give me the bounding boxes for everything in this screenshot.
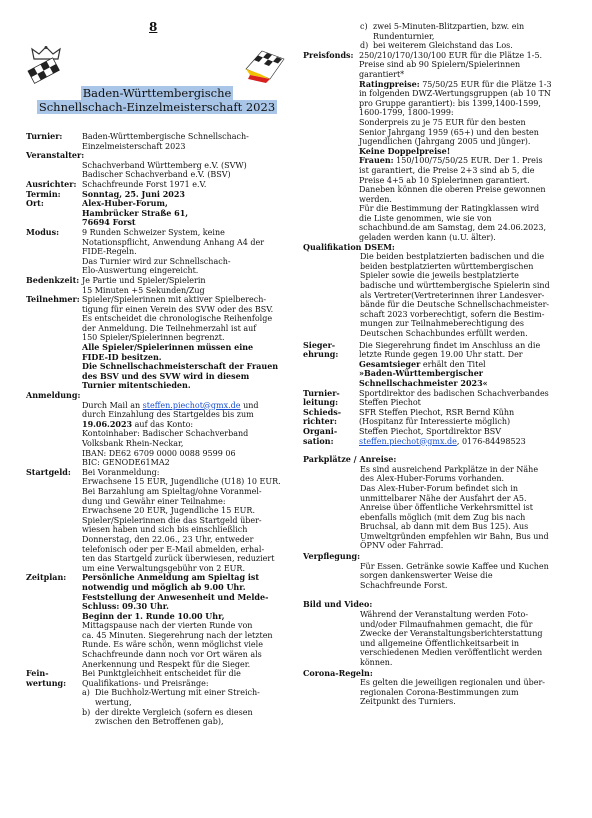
text-line: Während der Veranstaltung werden Foto- [360,610,529,620]
text-line: Deutschen Schachbundes erfüllt werden. [360,329,528,338]
qualifikation-label: Qualifikation DSEM: [303,241,395,252]
text-line: Es gelten die jeweiligen regionalen und über- [360,678,545,688]
text-line: Das Turnier wird zur Schnellschach- [82,256,231,266]
text-line: können. [360,658,393,667]
email-link[interactable]: steffen.piechot@gmx.de [359,436,457,446]
list-item [82,688,288,707]
text-line: Turnier mitentschieden. [82,380,191,391]
text-line [359,80,586,90]
text-line: Die Buchholz-Wertung mit einer Streich- [95,688,260,698]
text-line: mungen zur Teilnahmeberechtigung des [360,319,525,329]
text-line: Preise 4+5 ab 10 Spielerinnen garantiert. [359,175,530,185]
list-marker: c) [360,22,368,31]
label-line: Turnier- [303,387,340,398]
modus-label: Modus: [26,226,60,237]
feinwertung-label [26,669,82,727]
ratingpreise-heading: Ratingpreise: [359,78,420,89]
text-line: Schachverband Württemberg e.V. (SVW) [82,160,247,170]
text-fragment: erhält den Titel [420,359,486,369]
text-line [82,420,288,430]
ausrichter-label: Ausrichter: [26,178,77,189]
list-item [360,41,586,51]
section-modus [26,228,288,276]
text-line: Feststellung der Anwesenheit und Melde- [82,591,269,602]
text-line: BIC: GENODE61MA2 [82,458,170,468]
text-line [82,401,288,411]
text-line: garantiert* [359,69,405,79]
text-line: schachbund.de am Samstag, dem 24.06.2023, [359,223,546,233]
text-line: Senior Jahrgang 1959 (65+) und den besten [359,127,539,137]
modus-value [82,228,288,276]
text-line: werden. [359,194,392,204]
text-line: Baden-Württembergische Schnellschach- [82,132,249,141]
text-line: »Baden-Württembergischer [359,368,483,379]
list-text [373,22,586,41]
text-line: unmittelbarer Nähe der Ausfahrt der A5. [360,493,527,503]
text-line: des Alex-Huber-Forums vorhanden. [360,474,505,484]
text-line: ca. 45 Minuten. Siegerehrung nach der letzten [82,630,273,640]
text-line: Volksbank Rhein-Neckar, [82,439,184,448]
siegerehrung-label [303,341,359,389]
text-line: 76694 Forst [82,217,136,228]
list-marker: a) [82,688,90,698]
anmeldung-value [26,401,288,468]
text-line: Jugendlichen (Jahrgang 2005 und jünger). [359,137,531,147]
text-line: Preise sind ab 90 Spielern/Spielerinnen [359,60,521,70]
text-line: Zeitpunkt des Turniers. [360,697,456,707]
text-line: Anerkennung und Respekt für die Sieger. [82,659,251,669]
text-line: 15 Minuten +5 Sekunden/Zug [82,285,205,295]
text-line: Erwachsene 20 EUR, Jugendliche 15 EUR. [82,506,255,516]
text-line: Einzelmeisterschaft 2023 [82,141,186,151]
text-line: Schnellschachmeister 2023« [359,377,488,388]
zeitplan-label: Zeitplan: [26,572,67,583]
text-fragment: 150/100/75/50/25 EUR. Der 1. Preis [393,156,543,166]
text-line: Steffen Piechot [359,398,421,408]
text-line: die Liste genommen, wie sie von [359,213,492,223]
schiedsrichter-value [359,408,586,427]
text-line: regionalen Corona-Bestimmungen zum [360,687,519,697]
organisation-value [359,427,586,446]
section-feinwertung [26,669,288,727]
phone-number: , 0176-84498523 [456,436,526,446]
section-zeitplan [26,573,288,669]
label-line: leitung: [303,397,339,408]
text-line: 150 Spieler/Spielerinnen begrenzt. [82,333,225,343]
text-line: Kontoinhaber: Badischer Schachverband [82,429,249,439]
text-line: Für Essen. Getränke sowie Kaffee und Kuchen [360,561,549,571]
text-line: zwei 5-Minuten-Blitzpartien, bzw. ein [373,22,525,31]
text-line: notwendig und möglich ab 9.00 Uhr. [82,581,246,592]
text-line: Runde. Es wäre schön, wenn möglichst viele [82,640,263,650]
text-line: um eine Verwaltungsgebühr von 2 EUR. [82,563,245,573]
bedenkzeit-label: Bedenkzeit: [26,274,80,285]
siegerehrung-value [359,341,586,389]
text-line: geladen werden kann (u.U. älter). [359,233,496,243]
label-line: wertung: [26,677,67,688]
turnier-value [82,132,288,151]
list-item [82,708,288,727]
doppelpreise-note: Keine Doppelpreise! [359,145,451,156]
bild-value [303,610,586,668]
text-line: der Anmeldung. Die Teilnehmerzahl ist auf [82,323,257,333]
label-line: Schieds- [303,406,342,417]
verpflegung-label: Verpflegung: [303,551,361,562]
ort-value [82,199,288,228]
bedenkzeit-value [82,276,288,295]
section-organisation [303,427,586,446]
schiedsrichter-label [303,408,359,427]
label-line: Sieger- [303,339,336,350]
text-line: Alle Spieler/Spielerinnen müssen eine [82,342,254,353]
text-line: Qualifikations- und Preisränge: [82,678,209,688]
zeitplan-value [82,573,288,669]
text-line: Für die Bestimmung der Ratingklassen wird [359,204,540,214]
text-line: SFR Steffen Piechot, RSR Bernd Kühn [359,407,515,417]
section-teilnehmer [26,295,288,391]
text-line: IBAN: DE62 6709 0000 0088 9599 06 [82,448,236,458]
text-line: ist garantiert, die Preise 2+3 sind ab 5, die [359,165,535,175]
text-line: Bei Barzahlung am Spieltag/ohne Voranmel- [82,486,262,496]
label-line: ehrung: [303,349,339,360]
ort-label: Ort: [26,198,44,209]
text-line: Sonderpreis zu je 75 EUR für den besten [359,117,526,127]
text-line: Rundenturnier, [373,31,435,41]
text-line: Es entscheidet die chronologische Reihenfolge [82,314,273,324]
qualifikation-value [303,252,586,338]
text-line: Daneben können die oberen Preise gewonnen [359,185,546,195]
turnierleitung-label [303,389,359,408]
parkplaetze-label: Parkplätze / Anreise: [303,454,397,465]
parkplaetze-value [303,465,586,551]
label-line: Fein- [26,668,49,679]
text-line: FIDE-Regeln. [82,247,137,257]
title-line-1: Baden-Württembergische [82,86,232,100]
text-line: Schachfreunde dann noch vor Ort wären als [82,650,262,660]
text-line: Schluss: 09.30 Uhr. [82,601,169,612]
text-line: zwischen den Betroffenen gab), [95,717,224,727]
list-marker: d) [360,41,369,51]
section-turnier [26,132,288,151]
label-line: sation: [303,435,334,446]
text-line: 9 Runden Schweizer System, keine [82,227,225,237]
text-line: Spieler sowie die jeweils bestplatzierte [360,271,519,281]
text-line: und allgemeine Öffentlichkeitsarbeit in [360,638,520,648]
list-text [373,41,586,51]
text-line: Badischer Schachverband e.V. (BSV) [82,170,231,180]
feinwertung-continued [303,22,586,51]
text-line [359,156,586,166]
email-link[interactable]: steffen.piechot@gmx.de [142,400,241,410]
text-line: Donnerstag, den 22.06., 23 Uhr, entweder [82,534,254,544]
chess-crown-logo-icon [24,45,68,87]
text-line: Die Schnellschachmeisterschaft der Frauen [82,361,279,372]
startgeld-label: Startgeld: [26,466,71,477]
text-line: Die Siegerehrung findet im Anschluss an die [359,340,541,350]
text-line [359,437,586,447]
text-line: und/oder Filmaufnahmen gemacht, die für [360,619,533,629]
text-line: Sportdirektor des badischen Schachverbandes [359,388,549,398]
list-marker: b) [82,707,91,717]
right-column [303,22,586,707]
text-line: tigung für einen Verein des SVW oder des BSV. [82,304,274,314]
text-line: Mittagspause nach der vierten Runde von [82,621,253,631]
text-line: Steffen Piechot, Sportdirektor BSV [359,426,502,436]
text-line: verschiedenen Medien veröffentlicht werden [360,648,543,658]
page-number: 8 [149,20,158,34]
section-schiedsrichter [303,408,586,427]
turnier-label: Turnier: [26,131,63,141]
preisfonds-value [359,51,586,243]
text-line: ten das Startgeld zurück überwiesen, reduziert [82,554,275,564]
text-line: der direkte Vergleich (sofern es diesen [95,707,253,717]
text-line: Notationspflicht, Anwendung Anhang A4 der [82,237,265,247]
teilnehmer-label: Teilnehmer: [26,294,80,305]
text-line: Beginn der 1. Runde 10.00 Uhr, [82,610,225,621]
anmeldung-label: Anmeldung: [26,390,81,401]
verpflegung-value [303,562,586,591]
text-line: durch Einzahlung des Startgeldes bis zum [82,410,254,420]
text-line: 250/210/170/130/100 EUR für die Plätze 1-5. [359,50,543,60]
text-line: Schachfreunde Forst. [360,580,448,590]
text-line: des BSV und des SVW wird in diesem [82,370,250,381]
text-line: Erwachsene 15 EUR, Jugendliche (U18) 10 EUR. [82,477,281,487]
text-line: Je Partie und Spieler/Spielerin [82,275,206,285]
text-line: Zwecke der Veranstaltungsberichterstattung [360,629,543,639]
text-line: ÖPNV oder Fahrrad. [360,541,444,551]
text-line: Alex-Huber-Forum, [82,198,168,209]
text-line: Persönliche Anmeldung am Spieltag ist [82,572,260,583]
text-line: pro Gruppe garantiert): bis 1399,1400-1599, [359,98,541,108]
frauen-heading: Frauen: [359,155,394,166]
text-line: Bei Punktgleichheit entscheidet für die [82,669,241,679]
text-line: Hambrücker Straße 61, [82,207,189,218]
text-line: Anreise über öffentliche Verkehrsmittel ist [360,503,533,513]
left-column [26,132,288,727]
bild-label: Bild und Video: [303,599,373,610]
section-startgeld [26,468,288,574]
text-line: 1600-1799, 1800-1999: [359,108,454,118]
ausrichter-value: Schachfreunde Forst 1971 e.V. [82,179,207,189]
text-line: Spieler/Spielerinnen mit aktiver Spielberech- [82,295,267,305]
text-fragment: auf das Konto: [132,419,194,429]
text-line: Umweltgründen empfehlen wir Bahn, Bus und [360,531,549,541]
text-line: sorgen dankenswerter Weise die [360,571,493,581]
text-line: wiesen haben und sich bis einschließlich [82,525,248,535]
text-line: Das Alex-Huber-Forum befindet sich in [360,483,519,493]
termin-value: Sonntag, 25. Juni 2023 [82,188,185,199]
chess-flag-logo-icon [240,45,288,87]
text-line: schaft 2023 vorberechtigt, sofern die Bestim- [360,309,545,319]
section-siegerehrung [303,341,586,389]
preisfonds-label: Preisfonds: [303,49,354,60]
text-line: Es sind ausreichend Parkplätze in der Nähe [360,464,539,474]
organisation-label [303,427,359,446]
document-title [26,86,288,114]
gesamtsieger-heading: Gesamtsieger [359,358,421,369]
text-fragment: 75/50/25 EUR für die Plätze 1-3 [419,79,552,89]
text-line: letzte Runde gegen 19.00 Uhr statt. Der [359,350,523,360]
section-preisfonds [303,51,586,243]
text-line: ebenfalls möglich (mit dem Zug bis nach [360,512,526,522]
text-line: Bei Voranmeldung: [82,467,160,477]
text-fragment: und [240,400,259,410]
text-line: (Hospitanz für Interessierte möglich) [359,417,511,427]
label-line: Organi- [303,425,338,436]
text-line: telefonisch oder per E-Mail abmelden, erhal- [82,544,265,554]
text-line: in folgenden DWZ-Wertungsgruppen (ab 10 TN [359,89,551,99]
turnierleitung-value [359,389,586,408]
veranstalter-value [26,161,288,180]
text-line: wertung, [95,698,132,708]
text-line: FIDE-ID besitzen. [82,351,162,362]
text-line: Die beiden bestplatzierten badischen und die [360,252,545,262]
section-turnierleitung [303,389,586,408]
feinwertung-value [82,669,288,727]
list-text [95,688,288,707]
section-bedenkzeit [26,276,288,295]
text-line: als Vertreter(Vertreterinnen ihrer Landesver- [360,290,545,300]
veranstalter-label: Veranstalter: [26,150,85,161]
title-line-2: Schnellschach-Einzelmeisterschaft 2023 [38,100,276,114]
text-line: bei weiterem Gleichstand das Los. [373,41,513,51]
text-line: Bruchsal, ab dann mit dem Bus 125). Aus [360,522,529,532]
label-line: richter: [303,416,337,427]
corona-value [303,678,586,707]
list-item [360,22,586,41]
text-line: badische und württembergische Spielerin sind [360,281,550,291]
termin-label: Termin: [26,188,61,199]
text-line: beiden bestplatzierten württembergischen [360,261,534,271]
text-line: Elo-Auswertung eingereicht. [82,266,199,276]
text-line: bände für die Deutsche Schnellschachmeister- [360,300,550,310]
list-text [95,708,288,727]
corona-label: Corona-Regeln: [303,667,373,678]
text-line: Spieler/Spielerinnen die das Startgeld über- [82,515,262,525]
text-fragment: Durch Mail an [82,400,143,410]
section-ort [26,199,288,228]
deadline-date: 19.06.2023 [82,418,133,429]
teilnehmer-value [82,295,288,391]
startgeld-value [82,468,288,574]
text-line: dung und Gewähr einer Teilnahme: [82,496,226,506]
